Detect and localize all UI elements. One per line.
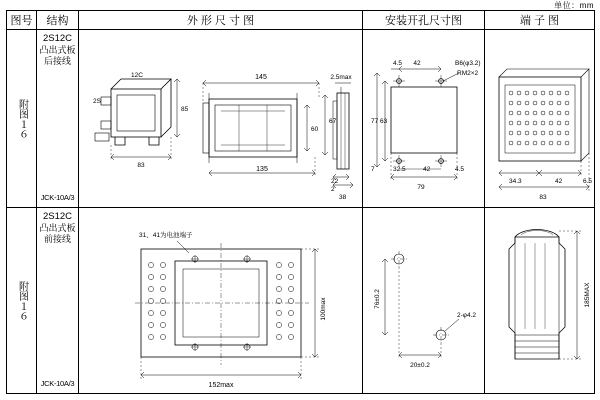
row2-structure-code: 2S12C bbox=[42, 211, 73, 222]
row2-outline-note: 31、41为电池端子 bbox=[139, 231, 193, 239]
row2-terminal-drawing bbox=[485, 208, 595, 394]
row1-tm-dim-83: 83 bbox=[539, 193, 547, 201]
row1-dim-83: 83 bbox=[137, 161, 145, 169]
row2-dim-152max: 152max bbox=[208, 381, 234, 389]
row1-mt-dim-42b: 42 bbox=[423, 165, 431, 173]
row1-mt-dim-77: 77 bbox=[371, 117, 379, 125]
row1-mt-dim-7: 7 bbox=[371, 165, 375, 173]
row1-mt-dim-45b: 4.5 bbox=[455, 165, 465, 173]
row1-dim-25max: 2.5max bbox=[330, 73, 352, 81]
spec-table bbox=[6, 10, 595, 394]
header-structure: 结构 bbox=[37, 11, 79, 30]
row1-structure-model: JCK-10A/3 bbox=[40, 193, 75, 202]
row1-dim-60: 60 bbox=[311, 125, 319, 133]
table-row bbox=[7, 208, 595, 394]
row2-mt-dim-20: 20±0.2 bbox=[410, 361, 430, 369]
row1-mt-dim-79: 79 bbox=[417, 183, 425, 191]
row1-dim-2: 2 bbox=[331, 185, 335, 193]
row2-outline-drawing bbox=[79, 208, 363, 394]
row1-dim-145: 145 bbox=[255, 73, 267, 81]
header-drawing-no: 图号 bbox=[7, 11, 37, 30]
header-terminal: 端 子 图 bbox=[485, 11, 595, 30]
row1-mt-dim-63: 63 bbox=[380, 117, 388, 125]
row1-tm-dim-65: 6.5 bbox=[583, 177, 593, 185]
row2-dim-100max: 100max bbox=[320, 296, 327, 321]
row1-structure-desc: 凸出式板后接线 bbox=[39, 45, 76, 66]
row2-structure bbox=[37, 208, 79, 394]
row1-dim-85: 85 bbox=[181, 105, 189, 113]
header-mounting-hole: 安装开孔尺寸图 bbox=[363, 11, 485, 30]
row1-dim-12c: 12C bbox=[131, 71, 143, 79]
unit-note: 单位：mm bbox=[554, 1, 594, 10]
row2-structure-model: JCK-10A/3 bbox=[40, 379, 75, 388]
row1-drawing-no-label: 附图１６ bbox=[16, 98, 28, 139]
row2-structure-desc: 凸出式板前接线 bbox=[39, 223, 76, 244]
row2-tm-dim-185max: 185MAX bbox=[584, 282, 591, 307]
row1-dim-2s: 2S bbox=[93, 97, 101, 105]
row1-terminal-drawing bbox=[485, 30, 595, 208]
row1-mt-label-b6: B6(φ3.2) bbox=[455, 59, 481, 67]
row1-dim-38: 38 bbox=[339, 193, 347, 201]
row2-mt-label-2phi42: 2-φ4.2 bbox=[457, 311, 477, 319]
table-row bbox=[7, 30, 595, 208]
row1-tm-dim-343: 34.3 bbox=[509, 177, 522, 185]
row1-mt-dim-45a: 4.5 bbox=[393, 59, 403, 67]
row1-structure bbox=[37, 30, 79, 208]
row1-dim-67: 67 bbox=[329, 117, 337, 125]
table-header-row bbox=[7, 11, 595, 30]
row1-mt-dim-42a: 42 bbox=[413, 59, 421, 67]
row2-drawing-no-label: 附图１６ bbox=[16, 280, 28, 321]
row1-tm-dim-42: 42 bbox=[555, 177, 563, 185]
row1-mt-dim-325: 32.5 bbox=[393, 165, 406, 173]
row1-mt-label-rm2: RM2×2 bbox=[457, 69, 479, 77]
row2-drawing-no bbox=[7, 208, 37, 394]
row1-outline-drawing bbox=[79, 30, 363, 208]
row1-dim-22: 22 bbox=[331, 177, 339, 185]
row2-mt-dim-76: 76±0.2 bbox=[374, 288, 381, 309]
row2-mounting-drawing bbox=[363, 208, 485, 394]
header-outline-dimension: 外 形 尺 寸 图 bbox=[79, 11, 363, 30]
row1-drawing-no bbox=[7, 30, 37, 208]
row1-dim-135: 135 bbox=[256, 165, 268, 173]
row1-structure-code: 2S12C bbox=[42, 33, 73, 44]
row1-mounting-drawing bbox=[363, 30, 485, 208]
